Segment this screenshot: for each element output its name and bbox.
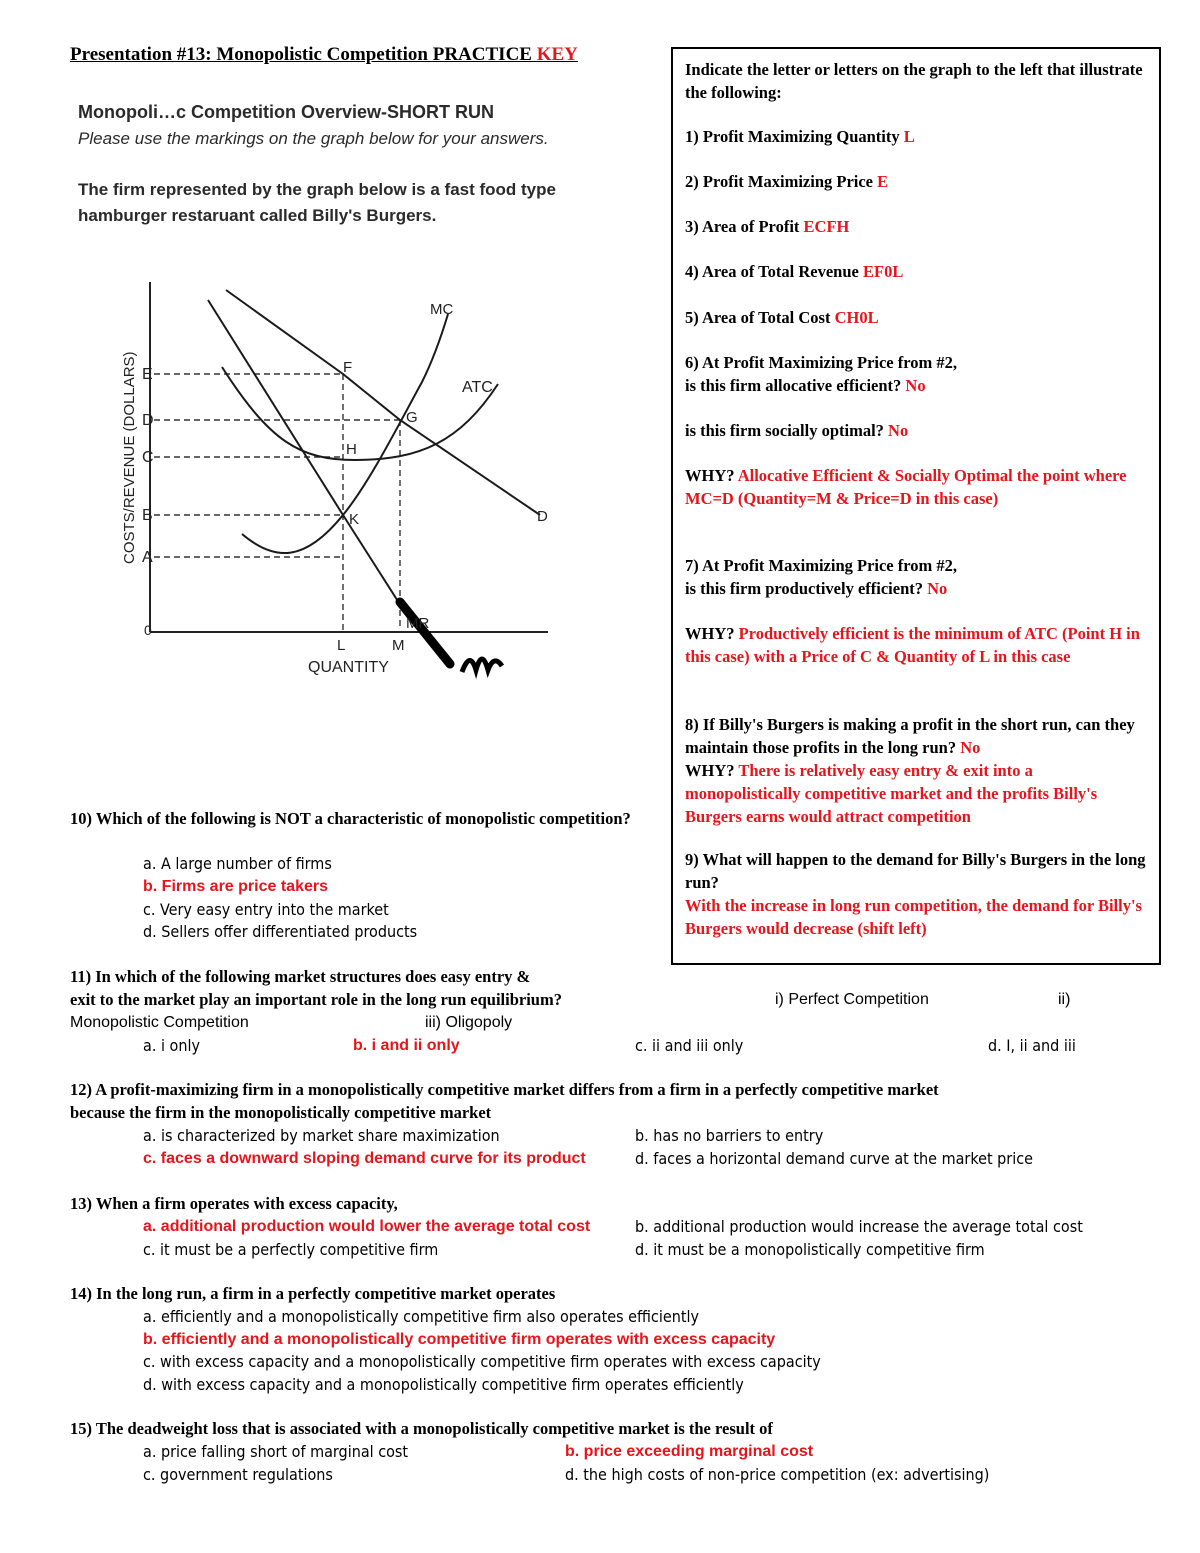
y-tick-0: 0	[144, 622, 152, 638]
box-q6: 6) At Profit Maximizing Price from #2, is this firm allocative efficient? No	[685, 353, 958, 395]
q13-option-c: c. it must be a perfectly competitive firm	[143, 1240, 439, 1259]
q12-option-d: d. faces a horizontal demand curve at the market price	[635, 1149, 1033, 1168]
q13-option-a: a. additional production would lower the average total cost	[143, 1218, 591, 1235]
q15-option-c: c. government regulations	[143, 1465, 333, 1484]
box-q2: 2) Profit Maximizing Price E	[685, 172, 889, 191]
y-tick-E: E	[142, 366, 153, 383]
q11-choice-ii-label: ii)	[1058, 991, 1071, 1008]
box-q9: 9) What will happen to the demand for Billy's Burgers in the long run? With the increase in long run competition, the demand for Billy's Burgers would decrease (shift left)	[685, 850, 1146, 938]
q15-stem: 15) The deadweight loss that is associated with a monopolistically competitive market is the result of	[70, 1419, 773, 1438]
scan-description: The firm represented by the graph below is a fast food type hamburger restaruant called Billy's Burgers.	[78, 180, 556, 225]
box-q6-social: is this firm socially optimal? No	[685, 421, 909, 440]
q13-option-b: b. additional production would increase the average total cost	[635, 1217, 1083, 1236]
q12-stem-1: 12) A profit-maximizing firm in a monopolistically competitive market differs from a firm in a perfectly competitive market	[70, 1080, 939, 1099]
q15-option-d: d. the high costs of non-price competition (ex: advertising)	[565, 1465, 990, 1484]
q12-stem-2: because the firm in the monopolistically competitive market	[70, 1103, 492, 1122]
q13-option-d: d. it must be a monopolistically competitive firm	[635, 1240, 985, 1259]
q11-stem-2: exit to the market play an important role in the long run equilibrium?	[70, 990, 562, 1009]
box-q1: 1) Profit Maximizing Quantity L	[685, 127, 915, 146]
atc-curve	[222, 367, 498, 460]
q14-option-c: c. with excess capacity and a monopolistically competitive firm operates with excess capacity	[143, 1352, 821, 1371]
pen-scribble	[462, 659, 502, 672]
q12-option-a: a. is characterized by market share maximization	[143, 1126, 500, 1145]
q11-option-d: d. I, ii and iii	[988, 1036, 1076, 1055]
y-tick-C: C	[142, 449, 154, 466]
box-intro: Indicate the letter or letters on the graph to the left that illustrate the following:	[685, 60, 1143, 102]
q10-stem: 10) Which of the following is NOT a characteristic of monopolistic competition?	[70, 809, 631, 828]
page-title: Presentation #13: Monopolistic Competition PRACTICE KEY	[70, 44, 578, 65]
q14-stem: 14) In the long run, a firm in a perfectly competitive market operates	[70, 1284, 556, 1303]
point-G: G	[406, 409, 418, 426]
q14-option-a: a. efficiently and a monopolistically competitive firm also operates efficiently	[143, 1307, 699, 1326]
q14-option-b: b. efficiently and a monopolistically competitive firm operates with excess capacity	[143, 1331, 776, 1348]
x-tick-L: L	[337, 637, 346, 654]
q15-option-b: b. price exceeding marginal cost	[565, 1443, 814, 1460]
q11-stem-1: 11) In which of the following market structures does easy entry &	[70, 967, 531, 986]
label-ATC: ATC	[462, 379, 493, 396]
box-q3: 3) Area of Profit ECFH	[685, 217, 850, 236]
q13-stem: 13) When a firm operates with excess capacity,	[70, 1194, 398, 1213]
q12-option-b: b. has no barriers to entry	[635, 1126, 824, 1145]
y-tick-A: A	[142, 549, 153, 566]
q11-choice-i: i) Perfect Competition	[775, 991, 929, 1008]
box-why6: WHY? Allocative Efficient & Socially Optimal the point where MC=D (Quantity=M & Price=D in this case)	[685, 466, 1127, 508]
box-q5: 5) Area of Total Cost CH0L	[685, 308, 879, 327]
y-tick-B: B	[142, 507, 153, 524]
label-D: D	[537, 508, 548, 525]
box-q8: 8) If Billy's Burgers is making a profit in the short run, can they maintain those profits in the long run? No WHY? There is relatively easy entry & exit into a monopolistically competitive market and the profits Billy's Burgers earns would attract competition	[685, 715, 1135, 826]
x-tick-M: M	[392, 637, 405, 654]
box-q4: 4) Area of Total Revenue EF0L	[685, 262, 904, 281]
y-axis-label: COSTS/REVENUE (DOLLARS)	[121, 351, 138, 564]
label-MR: MR	[406, 615, 430, 632]
point-H: H	[346, 441, 357, 458]
q11-choice-ii: Monopolistic Competition	[70, 1014, 249, 1031]
q15-option-a: a. price falling short of marginal cost	[143, 1442, 409, 1461]
label-MC: MC	[430, 301, 454, 318]
q11-option-c: c. ii and iii only	[635, 1036, 744, 1055]
q14-option-d: d. with excess capacity and a monopolistically competitive firm operates efficiently	[143, 1375, 744, 1394]
q10-option-b: b. Firms are price takers	[143, 878, 328, 895]
y-tick-D: D	[142, 412, 154, 429]
q11-option-a: a. i only	[143, 1036, 200, 1055]
point-K: K	[349, 511, 360, 528]
q12-option-c: c. faces a downward sloping demand curve for its product	[143, 1150, 586, 1167]
scan-heading: Monopoli…c Competition Overview-SHORT RUN	[78, 102, 495, 122]
q10-option-c: c. Very easy entry into the market	[143, 900, 389, 919]
q11-option-b: b. i and ii only	[353, 1037, 460, 1054]
q11-choice-iii: iii) Oligopoly	[425, 1014, 513, 1031]
box-why7: WHY? Productively efficient is the minimum of ATC (Point H in this case) with a Price of C & Quantity of L in this case	[685, 624, 1140, 666]
monopolistic-competition-graph	[100, 272, 570, 702]
scanned-instructions	[78, 98, 638, 229]
point-F: F	[343, 359, 353, 376]
box-q7: 7) At Profit Maximizing Price from #2, is this firm productively efficient? No	[685, 556, 958, 598]
scan-instruction: Please use the markings on the graph below for your answers.	[78, 129, 549, 148]
q10-option-d: d. Sellers offer differentiated products	[143, 922, 418, 941]
x-axis-label: QUANTITY	[308, 659, 389, 676]
q10-option-a: a. A large number of firms	[143, 854, 332, 873]
title-key: KEY	[536, 44, 578, 65]
